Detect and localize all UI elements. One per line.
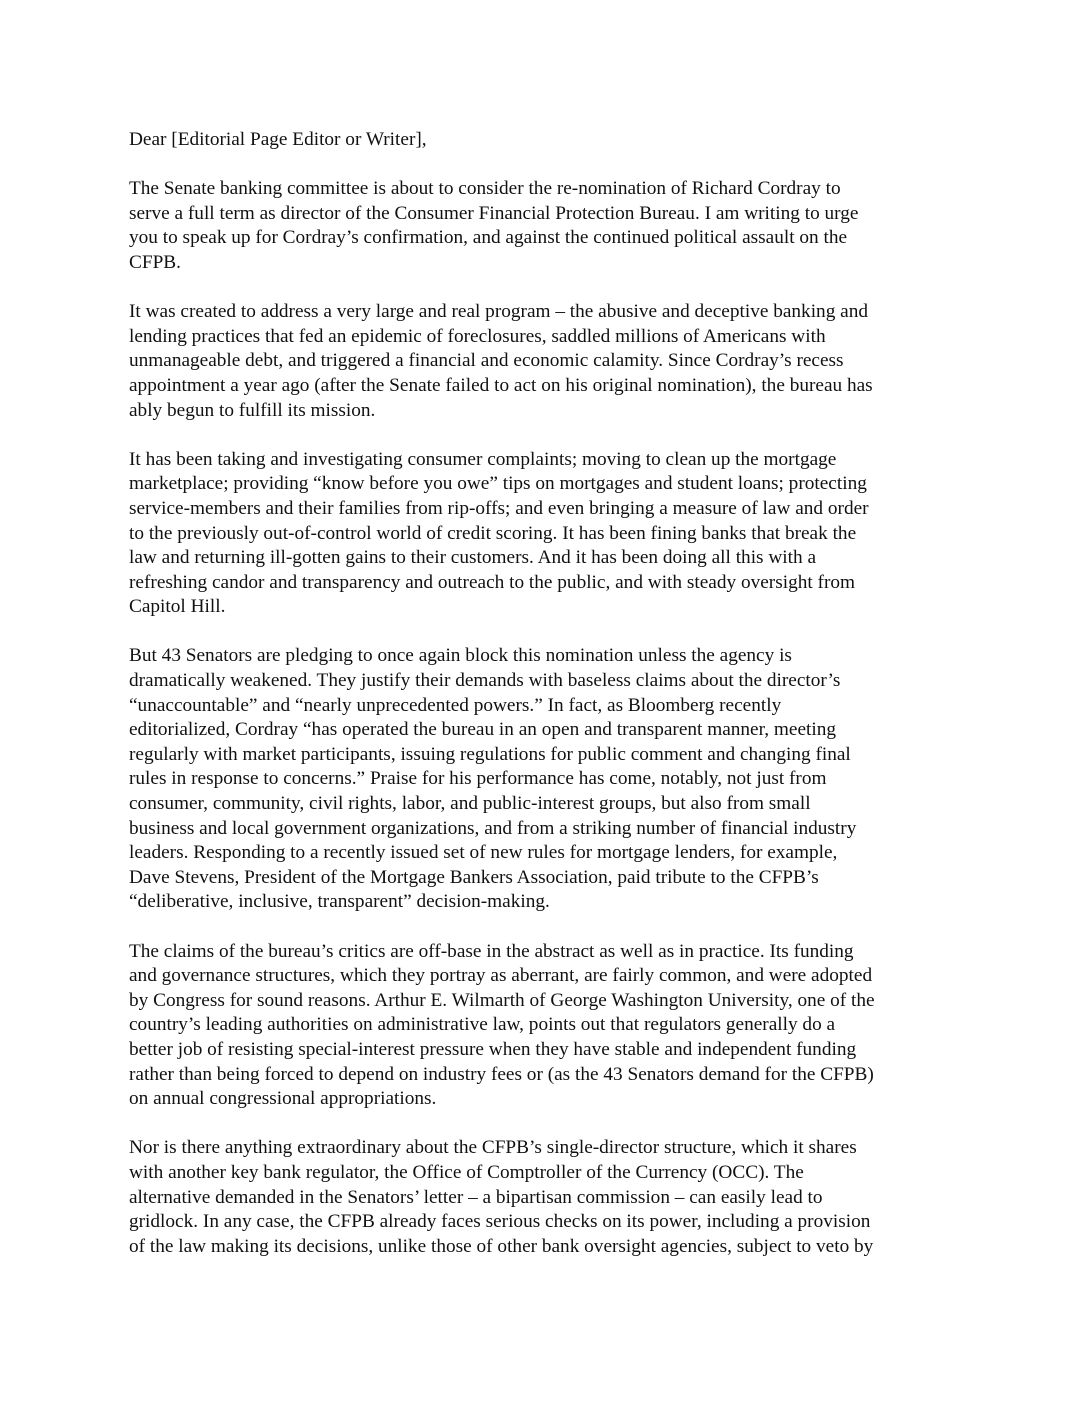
- text-line: editorialized, Cordray “has operated the bureau in an open and transparent manner, meeting: [129, 719, 836, 741]
- text-line: to the previously out-of-control world of credit scoring. It has been fining banks that break the: [129, 522, 857, 544]
- text-line: lending practices that fed an epidemic of foreclosures, saddled millions of Americans with: [129, 325, 826, 347]
- text-line: appointment a year ago (after the Senate failed to act on his original nomination), the bureau has: [129, 374, 873, 396]
- paragraph-3: [129, 448, 959, 620]
- text-line: service-members and their families from rip-offs; and even bringing a measure of law and order: [129, 497, 869, 519]
- text-line: unmanageable debt, and triggered a financial and economic calamity. Since Cordray’s recess: [129, 350, 844, 372]
- letter-body: [129, 128, 959, 1284]
- salutation: Dear [Editorial Page Editor or Writer],: [129, 129, 427, 150]
- text-line: you to speak up for Cordray’s confirmation, and against the continued political assault on the: [129, 227, 848, 249]
- text-line: marketplace; providing “know before you owe” tips on mortgages and student loans; protecting: [129, 473, 867, 495]
- paragraph-4: [129, 644, 959, 915]
- text-line: of the law making its decisions, unlike those of other bank oversight agencies, subject to veto by: [129, 1235, 874, 1257]
- text-line: by Congress for sound reasons. Arthur E. Wilmarth of George Washington University, one of the: [129, 989, 875, 1011]
- text-line: “deliberative, inclusive, transparent” decision-making.: [129, 891, 550, 913]
- text-line: Capitol Hill.: [129, 596, 226, 618]
- paragraph-2: [129, 300, 959, 423]
- text-line: consumer, community, civil rights, labor, and public-interest groups, but also from small: [129, 793, 811, 815]
- paragraph-6: [129, 1136, 959, 1259]
- text-line: and governance structures, which they portray as aberrant, are fairly common, and were adopted: [129, 965, 873, 987]
- text-line: alternative demanded in the Senators’ letter – a bipartisan commission – can easily lead to: [129, 1186, 823, 1208]
- text-line: CFPB.: [129, 251, 181, 273]
- text-line: rules in response to concerns.” Praise for his performance has come, notably, not just from: [129, 768, 827, 790]
- text-line: better job of resisting special-interest pressure when they have stable and independent funding: [129, 1038, 857, 1060]
- text-line: But 43 Senators are pledging to once again block this nomination unless the agency is: [129, 645, 792, 667]
- text-line: country’s leading authorities on administrative law, points out that regulators generally do a: [129, 1014, 836, 1036]
- text-line: on annual congressional appropriations.: [129, 1088, 437, 1110]
- text-line: rather than being forced to depend on industry fees or (as the 43 Senators demand for the CFPB): [129, 1063, 874, 1085]
- text-line: gridlock. In any case, the CFPB already faces serious checks on its power, including a provision: [129, 1211, 871, 1233]
- text-line: dramatically weakened. They justify their demands with baseless claims about the director’s: [129, 670, 841, 692]
- text-line: refreshing candor and transparency and outreach to the public, and with steady oversight from: [129, 571, 856, 593]
- text-line: It has been taking and investigating consumer complaints; moving to clean up the mortgage: [129, 448, 837, 470]
- text-line: ably begun to fulfill its mission.: [129, 399, 376, 421]
- text-line: serve a full term as director of the Consumer Financial Protection Bureau. I am writing to urge: [129, 202, 859, 224]
- text-line: It was created to address a very large and real program – the abusive and deceptive banking and: [129, 301, 868, 323]
- text-line: “unaccountable” and “nearly unprecedented powers.” In fact, as Bloomberg recently: [129, 694, 782, 716]
- text-line: The claims of the bureau’s critics are off-base in the abstract as well as in practice. Its funding: [129, 940, 854, 962]
- text-line: law and returning ill-gotten gains to their customers. And it has been doing all this with a: [129, 547, 817, 569]
- text-line: Dave Stevens, President of the Mortgage Bankers Association, paid tribute to the CFPB’s: [129, 866, 819, 888]
- paragraph-1: [129, 177, 959, 275]
- paragraph-5: [129, 940, 959, 1112]
- text-line: with another key bank regulator, the Office of Comptroller of the Currency (OCC). The: [129, 1161, 804, 1183]
- text-line: Nor is there anything extraordinary about the CFPB’s single-director structure, which it shares: [129, 1137, 857, 1159]
- text-line: regularly with market participants, issuing regulations for public comment and changing final: [129, 743, 851, 765]
- text-line: leaders. Responding to a recently issued set of new rules for mortgage lenders, for example,: [129, 842, 838, 864]
- text-line: The Senate banking committee is about to consider the re-nomination of Richard Cordray to: [129, 178, 841, 200]
- text-line: business and local government organizations, and from a striking number of financial industry: [129, 817, 857, 839]
